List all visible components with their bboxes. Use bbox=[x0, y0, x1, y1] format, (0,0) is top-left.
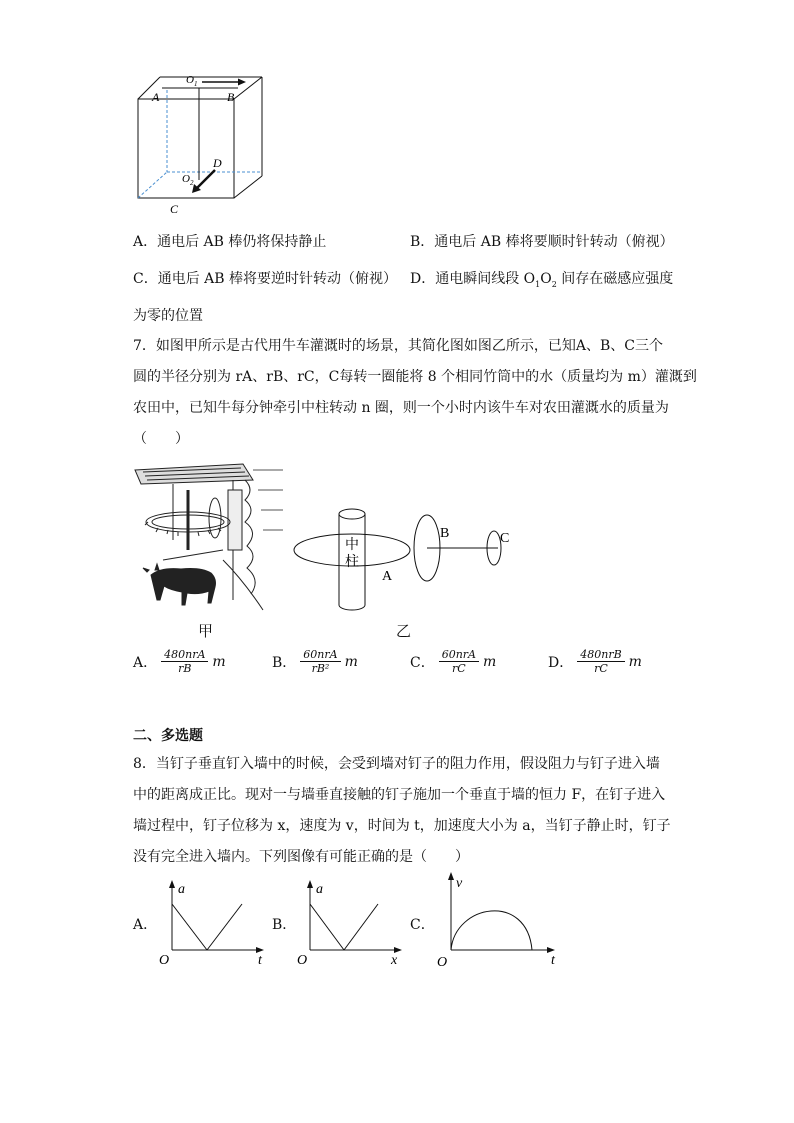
q6-cube-figure bbox=[130, 68, 275, 218]
q7-option-a: A． $\frac{\text{480nrA}}{rB}$ m bbox=[133, 648, 226, 675]
label-zhong: 中 bbox=[345, 538, 359, 553]
q7-diagram-yi bbox=[290, 500, 530, 615]
q8-line-2: 中的距离成正比。现对一与墙垂直接触的钉子施加一个垂直于墙的恒力 F，在钉子进入 bbox=[133, 787, 666, 803]
label-b: B bbox=[227, 90, 235, 104]
graph-c-origin: O bbox=[437, 955, 448, 970]
q8-line-1: 8．当钉子垂直钉入墙中的时候，会受到墙对钉子的阻力作用，假设阻力与钉子进入墙 bbox=[133, 756, 660, 772]
graph-a-origin: O bbox=[159, 953, 170, 968]
q8-line-3: 墙过程中，钉子位移为 x，速度为 v，时间为 t，加速度大小为 a，当钉子静止时，钉子 bbox=[133, 818, 671, 834]
q6-option-c: C．通电后 AB 棒将要逆时针转动（俯视） bbox=[133, 271, 398, 287]
q7-line-4: （ ） bbox=[133, 431, 189, 447]
q7-line-3: 农田中，已知牛每分钟牵引中柱转动 n 圈，则一个小时内该牛车对农田灌溉水的质量为 bbox=[133, 400, 669, 416]
label-wheel-b: B bbox=[440, 526, 450, 541]
q7-option-c: C． $\frac{\text{60nrA}}{rC}$ m bbox=[410, 648, 497, 675]
label-wheel-a: A bbox=[382, 569, 393, 584]
label-yi: 乙 bbox=[396, 622, 412, 640]
q8-option-c-letter: C． bbox=[410, 917, 435, 933]
label-o1: $O_1$ bbox=[186, 74, 198, 88]
q7-option-b: B． $\frac{\text{60nrA}}{\text{rB²}}$ m bbox=[272, 648, 358, 675]
graph-b-xlabel: x bbox=[391, 953, 398, 968]
q8-graph-c bbox=[433, 868, 568, 970]
graph-c-xlabel: t bbox=[551, 953, 555, 968]
q8-line-4: 没有完全进入墙内。下列图像有可能正确的是（ ） bbox=[133, 849, 469, 865]
label-zhu: 柱 bbox=[345, 555, 359, 570]
graph-b-origin: O bbox=[297, 953, 308, 968]
q7-line-2: 圆的半径分别为 rA、rB、rC，C每转一圈能将 8 个相同竹筒中的水（质量均为 m）灌溉到 bbox=[133, 369, 697, 385]
q8-graph-b bbox=[293, 878, 413, 968]
graph-a-ylabel: a bbox=[178, 882, 185, 897]
label-jia: 甲 bbox=[198, 622, 214, 640]
q6-option-d: D．通电瞬间线段 $O_1O_2$ 间存在磁感应强度 bbox=[410, 271, 674, 289]
graph-c-ylabel: v bbox=[456, 876, 463, 891]
q7-option-d: D． $\frac{\text{480nrB}}{rC}$ m bbox=[548, 648, 642, 675]
graph-a-xlabel: t bbox=[258, 953, 262, 968]
graph-b-ylabel: a bbox=[316, 882, 323, 897]
q7-illustration-jia bbox=[133, 460, 288, 615]
q6-option-a: A．通电后 AB 棒仍将保持静止 bbox=[133, 234, 327, 250]
label-c: C bbox=[170, 202, 179, 216]
section-title: 二、多选题 bbox=[133, 728, 203, 744]
q8-graph-a bbox=[155, 878, 275, 968]
label-o2: $O_2$ bbox=[182, 173, 194, 187]
q6-option-b: B．通电后 AB 棒将要顺时针转动（俯视） bbox=[410, 234, 674, 250]
q6-option-d-continued: 为零的位置 bbox=[133, 308, 203, 324]
q7-line-1: 7．如图甲所示是古代用牛车灌溉时的场景，其简化图如图乙所示，已知A、B、C三个 bbox=[133, 338, 664, 354]
label-a: A bbox=[152, 90, 160, 104]
q8-option-a-letter: A． bbox=[133, 917, 158, 933]
q8-option-b-letter: B． bbox=[272, 917, 297, 933]
label-wheel-c: C bbox=[500, 531, 510, 546]
label-d: D bbox=[213, 156, 222, 170]
